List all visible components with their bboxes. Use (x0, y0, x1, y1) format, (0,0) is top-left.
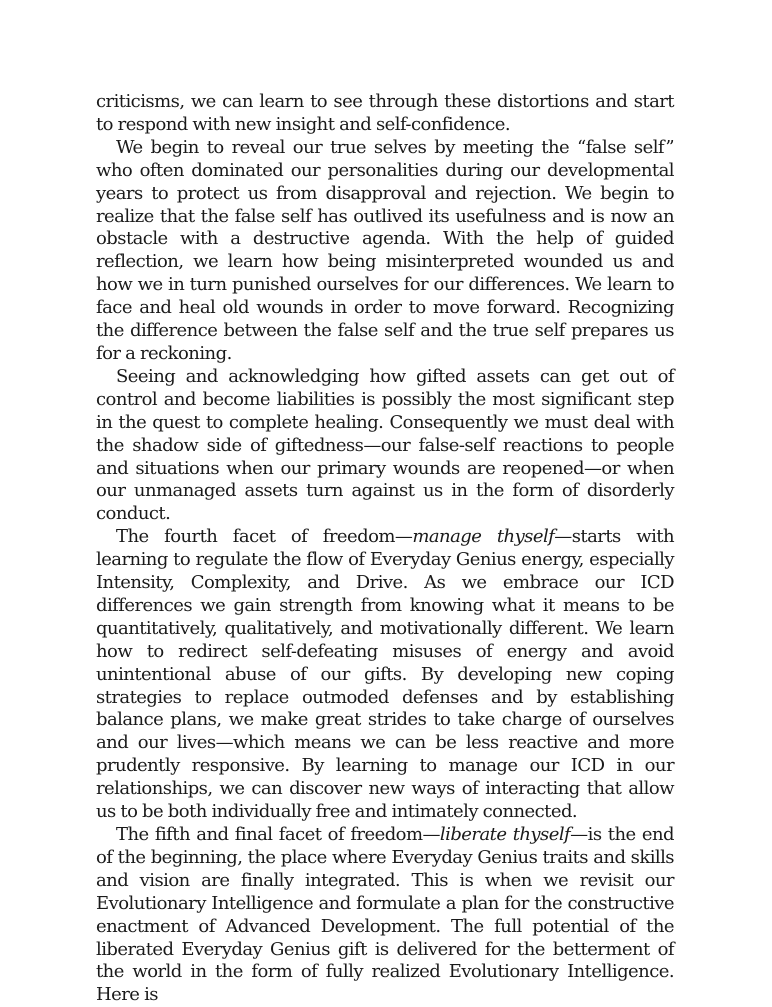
paragraph-5 (96, 824, 674, 1007)
document-page (96, 91, 674, 1007)
paragraph-5-text-start: The fifth and final facet of freedom— (116, 824, 440, 845)
paragraph-2 (96, 137, 674, 366)
paragraph-5-text-end: —is the end of the beginning, the place where Everyday Genius traits and skills and vision are finally integrated. This is when we revisit our Evolutionary Intelligence and formulate a plan for the constructive enactment of Advanced Development. The full potential of the liberated Everyday Genius gift is delivered for the betterment of the world in the form of fully realized Evolutionary Intelligence. Here is (96, 824, 674, 1006)
paragraph-2-text: We begin to reveal our true selves by meeting the “false self” who often dominated our personalities during our developmental years to protect us from disapproval and rejection. We begin to realize that the false self has outlived its usefulness and is now an obstacle with a destructive agenda. With the help of guided reflection, we learn how being misinterpreted wounded us and how we in turn punished ourselves for our differences. We learn to face and heal old wounds in order to move forward. Recognizing the difference between the false self and the true self prepares us for a reckoning. (96, 136, 674, 364)
paragraph-4-text-start: The fourth facet of freedom— (116, 526, 413, 548)
paragraph-4-italic-phrase: manage thyself (412, 526, 555, 548)
paragraph-5-italic-phrase: liberate thyself (439, 824, 571, 845)
paragraph-1 (96, 91, 674, 137)
paragraph-4-text-end: —starts with learning to regulate the flow of Everyday Genius energy, especially Intensity, Complexity, and Drive. As we embrace our ICD differences we gain strength from knowing what it means to be quantitatively, qualitatively, and motivationally different. We learn how to redirect self-defeating misuses of energy and avoid unintentional abuse of our gifts. By developing new coping strategies to replace outmoded defenses and by establishing balance plans, we make great strides to take charge of ourselves and our lives—which means we can be less reactive and more prudently responsive. By learning to manage our ICD in our relationships, we can discover new ways of interacting that allow us to be both individually free and intimately connected. (96, 526, 674, 823)
paragraph-3-text: Seeing and acknowledging how gifted assets can get out of control and become liabilities is possibly the most significant step in the quest to complete healing. Consequently we must deal with the shadow side of giftedness—our false-self reactions to people and situations when our primary wounds are reopened—or when our unmanaged assets turn against us in the form of disorderly conduct. (96, 365, 674, 525)
paragraph-3 (96, 366, 674, 526)
paragraph-1-text: criticisms, we can learn to see through these distortions and start to respond with new insight and self-confidence. (96, 91, 674, 135)
paragraph-4 (96, 526, 674, 824)
